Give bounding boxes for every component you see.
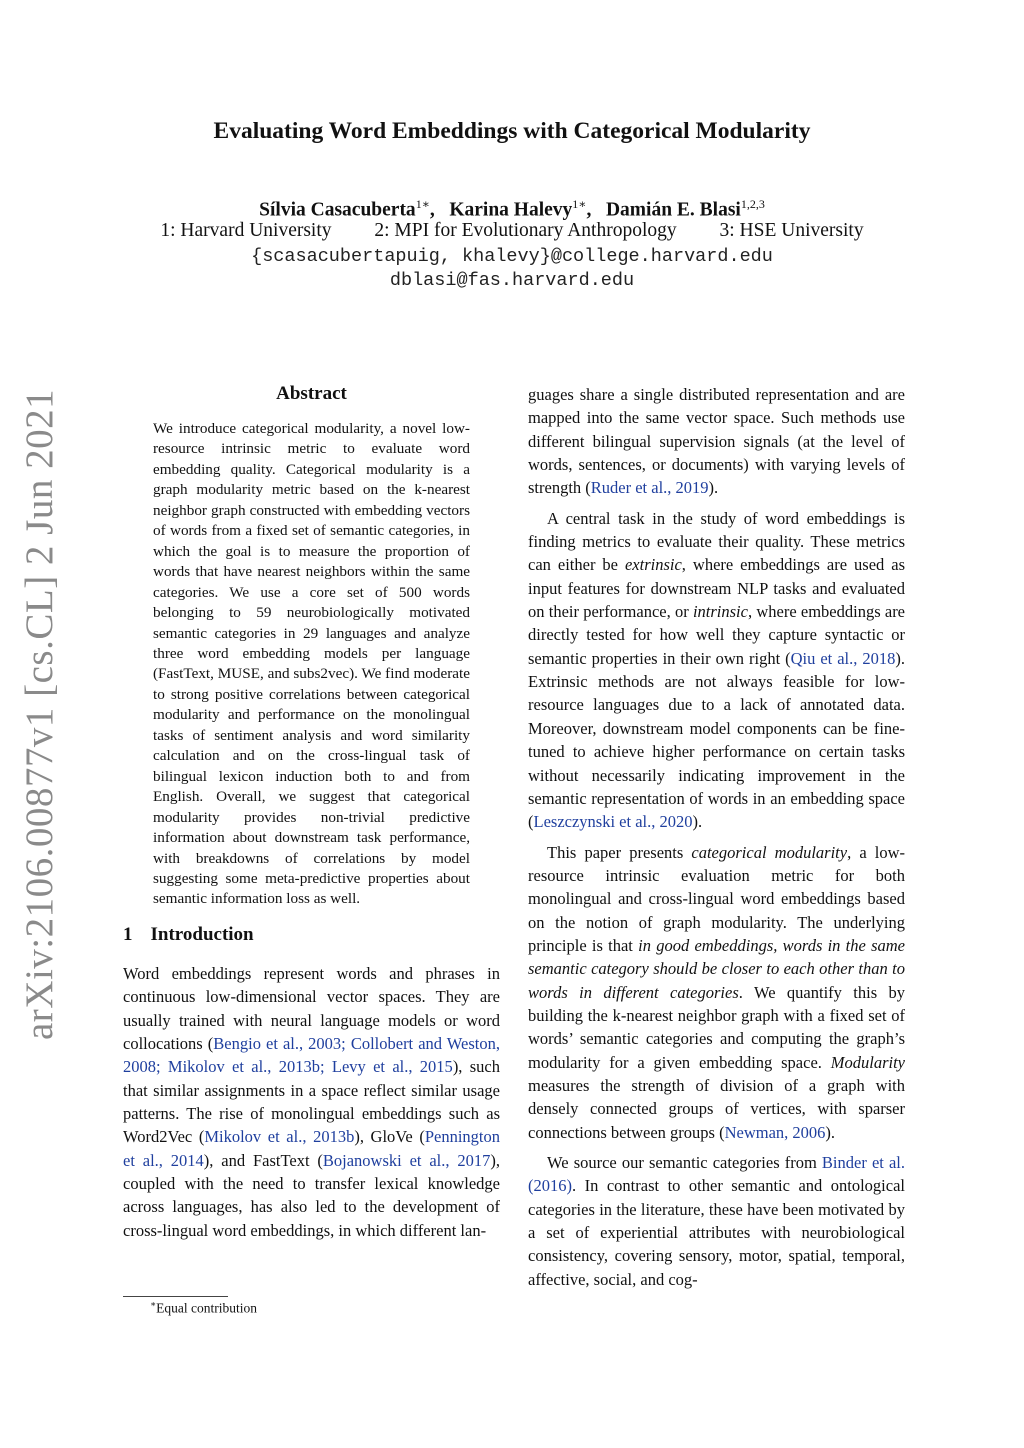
emphasis: intrinsic [692,602,748,622]
arxiv-identifier: arXiv:2106.00877v1 [cs.CL] 2 Jun 2021 [18,388,61,1040]
body-paragraph: This paper presents categorical modularity, a low-resource intrinsic evaluation metric for both monolingual and cross-lingual word embeddings based on the notion of graph modularity. The underlying principle is that in good embeddings, words in the same semantic category should be closer to each other than to words in different categories. We quantify this by building the k-nearest neighbor graph with a fixed set of words’ semantic categories and computing the graph’s modularity for a given embedding space. Modularity measures the strength of division of a graph with densely connected groups of vertices, with sparser connections between groups (Newman, 2006). [528,842,906,1142]
affiliation: 1: Harvard University [160,220,332,241]
affiliation-list [0,220,1024,242]
citation-link[interactable]: Ruder et al., 2019 [590,478,709,498]
citation-link[interactable]: Bojanowski et al., 2017 [322,1150,491,1170]
emphasis: Modularity [830,1052,905,1072]
citation-link[interactable]: Mikolov et al., 2013b [204,1127,355,1147]
section-number: 1 [123,923,133,945]
abstract-text: We introduce categorical modularity, a novel low-resource intrinsic metric to evaluate word embedding quality. Categorical modularity is a graph modularity metric based on the k-nearest neighbor graph constructed with embedding vectors of words from a fixed set of semantic categories, in which the goal is to measure the proportion of words that have nearest neighbors within the same categories. We use a core set of 500 words belonging to 59 neurobiologically motivated semantic categories in 29 languages and analyze three word embedding models per language (FastText, MUSE, and subs2vec). We find moderate to strong positive correlations between categorical modularity and performance on the monolingual tasks of sentiment analysis and word similarity calculation and on the cross-lingual task of bilingual lexicon induction both to and from English. Overall, we suggest that categorical modularity provides non-trivial predictive information about downstream task performance, with breakdowns of correlations by model suggesting some meta-predictive properties about semantic information loss as well. [153,420,470,908]
paper-title: Evaluating Word Embeddings with Categorical Modularity [213,118,811,144]
left-column [123,383,500,1242]
emphasis: extrinsic [624,555,682,575]
citation-link[interactable]: Bengio et al., 2003; Collobert and Weston, 2008; Mikolov et al., 2013b; Levy et al., 2015 [123,1033,500,1077]
right-column [528,383,905,1291]
author-affiliation-mark: 1∗ [415,197,430,211]
body-paragraph: We source our semantic categories from Binder et al. (2016). In contrast to other semantic and ontological categories in the literature, these have been motivated by a set of experiential attributes with neurobiological consistency, covering sensory, motor, spatial, temporal, affective, social, and cog- [528,1153,905,1289]
footnote-text: Equal contribution [156,1300,257,1316]
citation-link[interactable]: Binder et al. (2016) [528,1153,905,1196]
author-list: Sílvia Casacuberta$^{1∗}$, Karina Halevy$^{1∗}$, Damián E. Blasi$^{1,2,3}$ [259,197,765,221]
emphasis: in good embeddings, words in the same semantic category should be closer to each other than to words in different categories [528,935,905,1002]
affiliation: 2: MPI for Evolutionary Anthropology [374,220,677,241]
section-title: Introduction [150,923,254,945]
author-affiliation-mark: 1∗ [572,197,587,211]
author-name: Karina Halevy [449,199,573,221]
author-name: Sílvia Casacuberta [259,199,416,221]
section-heading-introduction [123,924,500,946]
citation-link[interactable]: Pennington et al., 2014 [123,1127,500,1170]
citation-link[interactable]: Leszczynski et al., 2020 [533,812,693,832]
affiliation: 3: HSE University [719,220,864,241]
citation-link[interactable]: Newman, 2006 [724,1122,826,1142]
body-paragraph: guages share a single distributed representation and are mapped into the same vector space. Such methods use different bilingual supervision signals (at the level of words, sentences, or documents) with varying levels of strength (Ruder et al., 2019). [528,385,905,498]
author-name: Damián E. Blasi [605,199,741,221]
abstract-heading: Abstract [276,383,347,404]
emphasis: categorical modularity [691,842,848,862]
citation-link[interactable]: Qiu et al., 2018 [790,648,896,668]
author-email[interactable]: {scasacubertapuig, khalevy}@college.harvard.edu [251,246,773,267]
author-email[interactable]: dblasi@fas.harvard.edu [389,270,635,291]
author-affiliation-mark: 1,2,3 [740,197,765,211]
footnote-mark: ∗ [150,1299,157,1309]
footnote-divider [123,1296,228,1297]
body-paragraph: A central task in the study of word embeddings is finding metrics to evaluate their quality. These metrics can either be extrinsic, where embeddings are used as input features for downstream NLP tasks and evaluated on their performance, or intrinsic, where embeddings are directly tested for how well they capture syntactic or semantic properties in their own right (Qiu et al., 2018). Extrinsic methods are not always feasible for low-resource languages due to a lack of annotated data. Moreover, downstream model components can be fine-tuned to achieve higher performance on certain tasks without necessarily indicating improvement in the semantic representation of words in an embedding space (Leszczynski et al., 2020). [528,508,906,832]
footnote [150,1299,257,1317]
intro-paragraph: Word embeddings represent words and phrases in continuous low-dimensional vector spaces. They are usually trained with neural language models or word collocations (Bengio et al., 2003; Collobert and Weston, 2008; Mikolov et al., 2013b; Levy et al., 2015), such that similar assignments in a space reflect similar usage patterns. The rise of monolingual embeddings such as Word2Vec (Mikolov et al., 2013b), GloVe (Pennington et al., 2014), and FastText (Bojanowski et al., 2017), coupled with the need to transfer lexical knowledge across languages, has also led to the development of cross-lingual word embeddings, in which different lan- [123,963,500,1240]
